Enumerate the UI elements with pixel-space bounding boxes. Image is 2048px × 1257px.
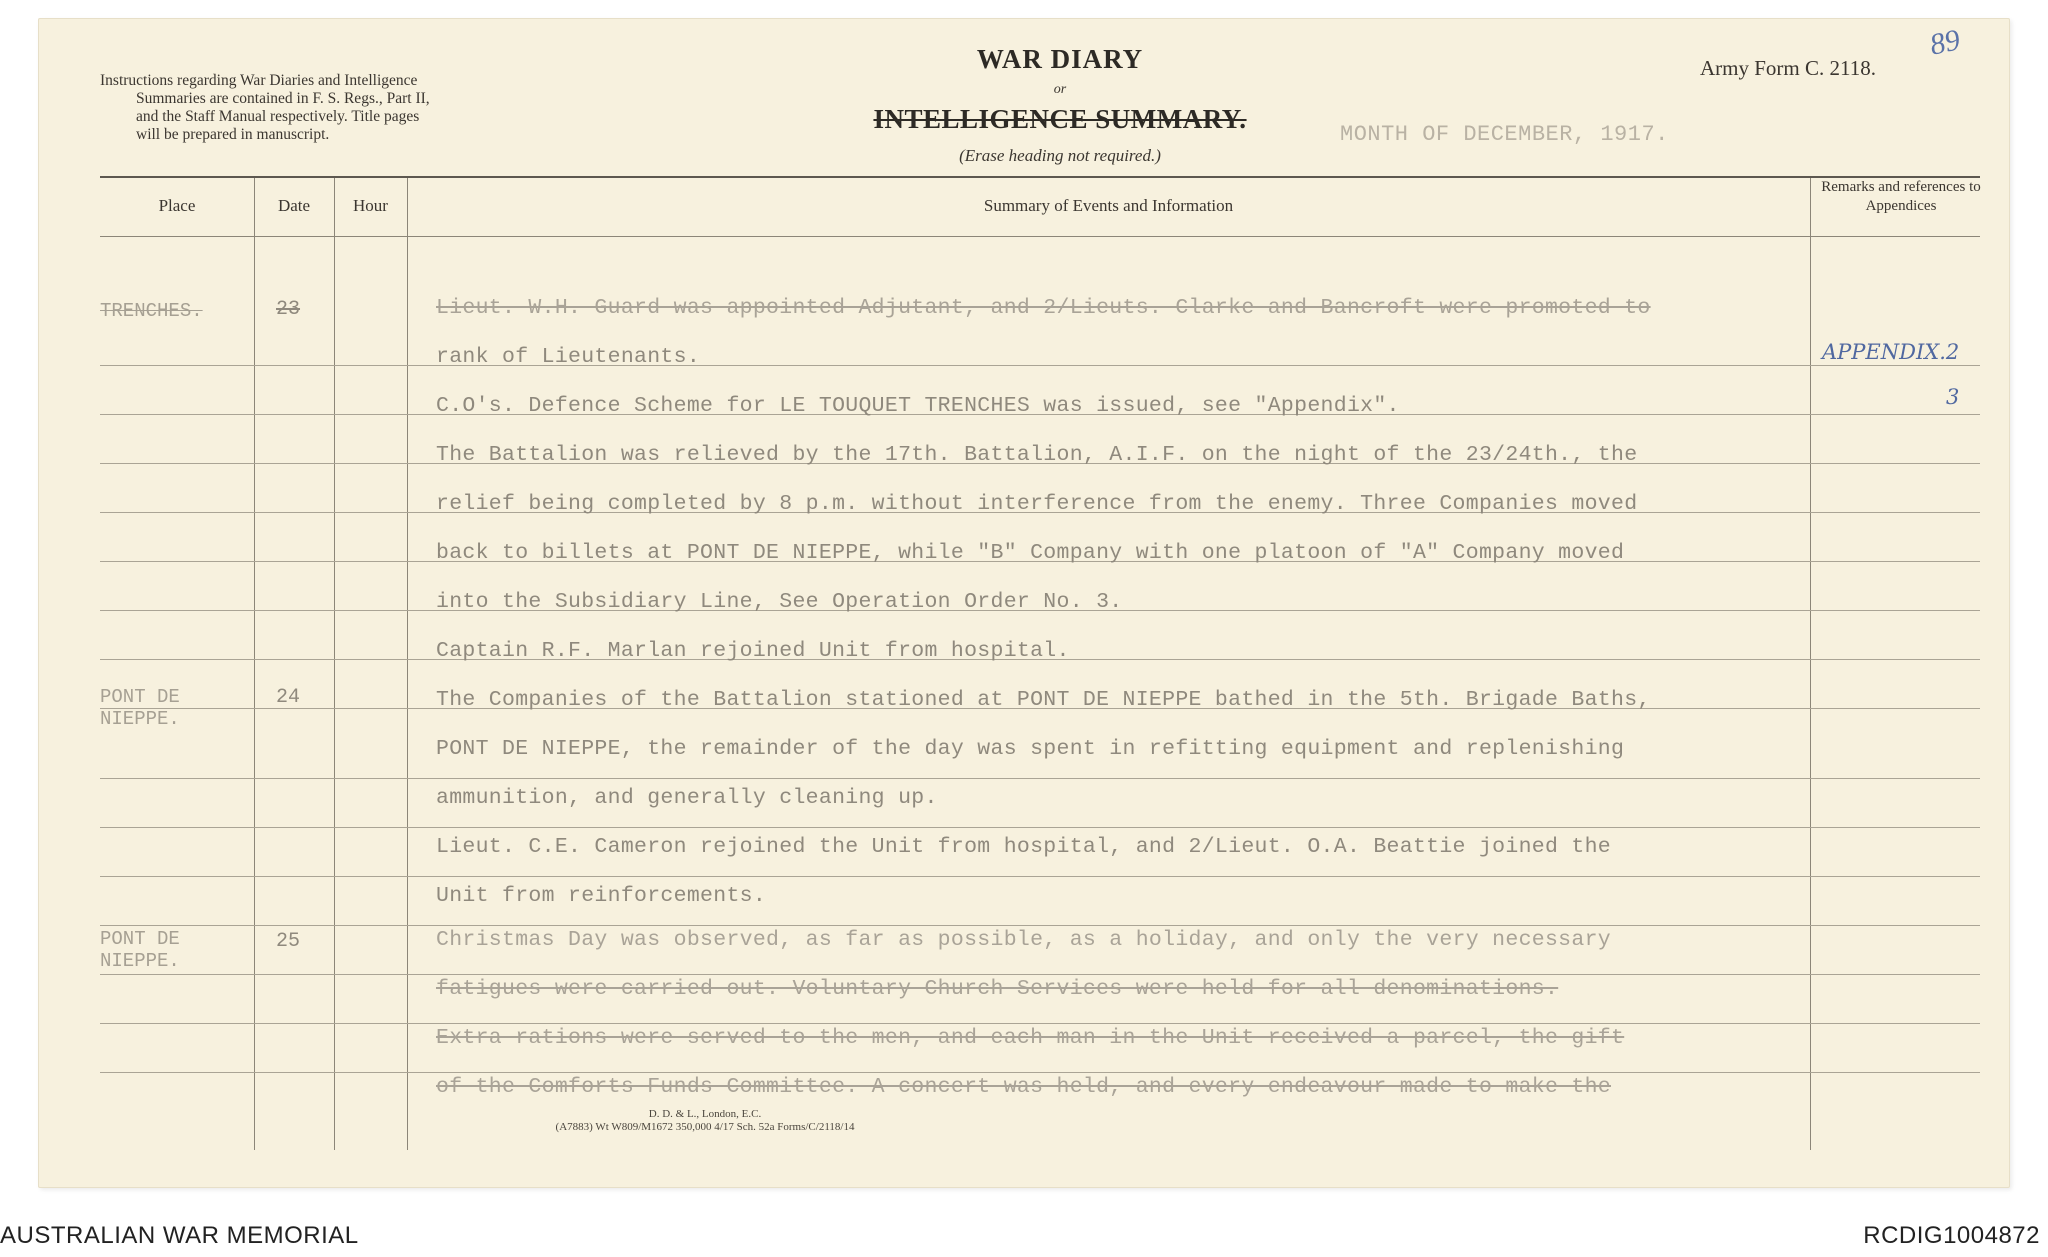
instructions-line: Instructions regarding War Diaries and Intelligence: [100, 72, 418, 89]
imprint-line: D. D. & L., London, E.C.: [648, 1108, 762, 1120]
remark-appendix-2: APPENDIX.2: [1822, 340, 1960, 364]
imprint-line: (A7883) Wt W809/M1672 350,000 4/17 Sch. 52a Forms/C/2118/14: [555, 1121, 855, 1133]
date-entry: 25: [276, 930, 301, 953]
summary-line: rank of Lieutenants.: [436, 345, 701, 369]
summary-line: of the Comforts Funds Committee. A concert was held, and every endeavour made to make the: [436, 1075, 1611, 1099]
summary-line: Lieut. W.H. Guard was appointed Adjutant, and 2/Lieuts. Clarke and Bancroft were promoted to: [436, 296, 1651, 320]
instructions-line: Summaries are contained in F. S. Regs., Part II,: [136, 90, 430, 107]
row-rule: [100, 827, 1980, 828]
date-entry: 24: [276, 686, 301, 709]
row-rule: [100, 1023, 1980, 1024]
table-top-rule: [100, 176, 1980, 178]
col-header-remarks: Remarks and references to Appendices: [1821, 179, 1981, 214]
col-header-date: Date: [277, 196, 311, 215]
summary-line: Extra rations were served to the men, and each man in the Unit received a parcel, the gift: [436, 1026, 1625, 1050]
row-rule: [100, 1072, 1980, 1073]
place-entry: PONT DE NIEPPE.: [100, 928, 180, 972]
row-rule: [100, 925, 1980, 926]
col-divider-date: [334, 178, 335, 1150]
place-entry: TRENCHES.: [100, 300, 203, 322]
month-label: MONTH OF DECEMBER, 1917.: [1340, 122, 1669, 147]
archive-credit: AUSTRALIAN WAR MEMORIAL: [0, 1222, 359, 1249]
summary-line: Lieut. C.E. Cameron rejoined the Unit from hospital, and 2/Lieut. O.A. Beattie joined the: [436, 835, 1611, 859]
army-form-number: Army Form C. 2118.: [1700, 56, 1876, 80]
instructions-note: [100, 72, 620, 144]
row-rule: [100, 974, 1980, 975]
summary-line: Unit from reinforcements.: [436, 884, 767, 908]
col-header-place: Place: [158, 196, 196, 215]
page-number-handwritten: 89: [1926, 23, 1963, 62]
summary-line: Captain R.F. Marlan rejoined Unit from hospital.: [436, 639, 1070, 663]
col-divider-hour: [407, 178, 408, 1150]
col-divider-place: [254, 178, 255, 1150]
printer-imprint: [470, 1108, 940, 1134]
date-entry: 23: [276, 298, 301, 321]
form-title-or: or: [1053, 82, 1067, 97]
row-rule: [100, 876, 1980, 877]
archive-id: RCDIG1004872: [1863, 1222, 2040, 1249]
place-entry: PONT DE NIEPPE.: [100, 686, 180, 730]
header-bottom-rule: [100, 236, 1980, 237]
summary-line: PONT DE NIEPPE, the remainder of the day was spent in refitting equipment and replenishing: [436, 737, 1625, 761]
instructions-line: and the Staff Manual respectively. Title pages: [136, 108, 420, 125]
col-divider-remarks: [1810, 178, 1811, 1150]
summary-line: Christmas Day was observed, as far as possible, as a holiday, and only the very necessary: [436, 928, 1611, 952]
erase-note: (Erase heading not required.): [959, 146, 1161, 165]
col-header-hour: Hour: [353, 196, 388, 215]
form-title: WAR DIARY: [976, 44, 1144, 74]
remark-appendix-3: 3: [1946, 385, 1960, 409]
summary-line: relief being completed by 8 p.m. without interference from the enemy. Three Companies moved: [436, 492, 1638, 516]
summary-line: fatigues were carried out. Voluntary Church Services were held for all denominations.: [436, 977, 1559, 1001]
form-subtitle-struck: INTELLIGENCE SUMMARY.: [873, 104, 1247, 134]
summary-line: C.O's. Defence Scheme for LE TOUQUET TRENCHES was issued, see "Appendix".: [436, 394, 1400, 418]
summary-line: ammunition, and generally cleaning up.: [436, 786, 938, 810]
row-rule: [100, 778, 1980, 779]
col-header-summary: Summary of Events and Information: [983, 196, 1234, 215]
row-rule: [100, 365, 1980, 366]
summary-line: The Companies of the Battalion stationed at PONT DE NIEPPE bathed in the 5th. Brigade Baths,: [436, 688, 1651, 712]
instructions-line: will be prepared in manuscript.: [136, 126, 330, 143]
summary-line: back to billets at PONT DE NIEPPE, while "B" Company with one platoon of "A" Company moved: [436, 541, 1625, 565]
summary-line: The Battalion was relieved by the 17th. Battalion, A.I.F. on the night of the 23/24th., the: [436, 443, 1638, 467]
summary-line: into the Subsidiary Line, See Operation Order No. 3.: [436, 590, 1123, 614]
